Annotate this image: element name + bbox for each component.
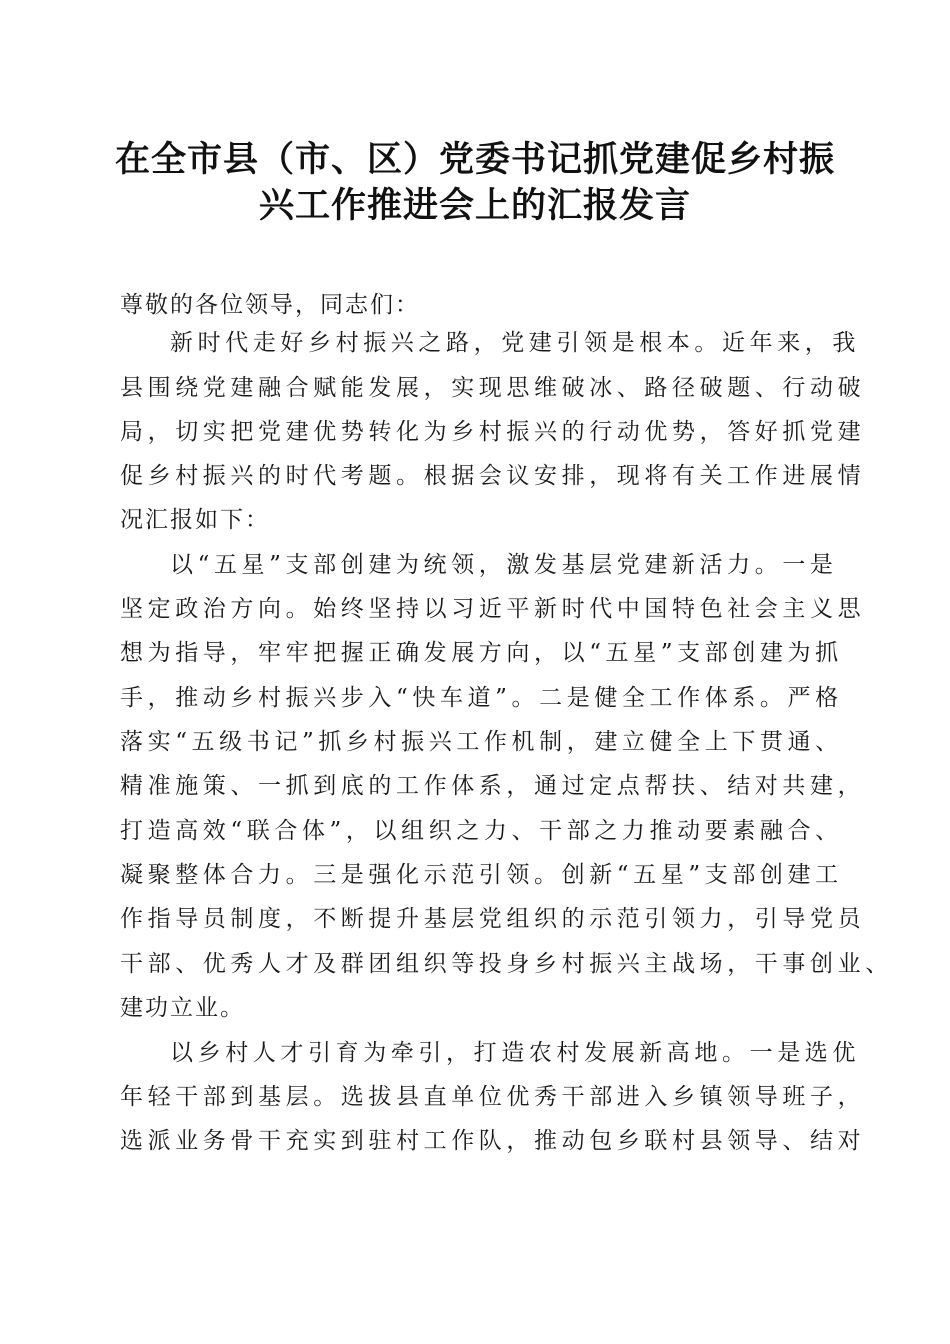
paragraph-line: 想为指导，牢牢把握正确发展方向，以“五星”支部创建为抓: [120, 640, 843, 666]
paragraph-line: 打造高效“联合体”，以组织之力、干部之力推动要素融合、: [120, 818, 843, 844]
paragraph-line: 坚定政治方向。始终坚持以习近平新时代中国特色社会主义思: [120, 596, 866, 622]
paragraph-line: 况汇报如下：: [120, 507, 270, 533]
paragraph-line: 以“五星”支部创建为统领，激发基层党建新活力。一是: [170, 552, 838, 578]
paragraph-line: 新时代走好乡村振兴之路，党建引领是根本。近年来，我: [170, 330, 860, 356]
paragraph-line: 凝聚整体合力。三是强化示范引领。创新“五星”支部创建工: [120, 862, 843, 888]
paragraph-line: 干部、优秀人才及群团组织等投身乡村振兴主战场，干事创业、: [120, 951, 893, 977]
paragraph-line: 以乡村人才引育为牵引，打造农村发展新高地。一是选优: [170, 1040, 860, 1066]
paragraph-line: 局，切实把党建优势转化为乡村振兴的行动优势，答好抓党建: [120, 419, 866, 445]
document-title-line-1: 在全市县（市、区）党委书记抓党建促乡村振: [114, 140, 835, 180]
paragraph-line: 年轻干部到基层。选拔县直单位优秀干部进入乡镇领导班子，: [120, 1084, 866, 1110]
paragraph-line: 促乡村振兴的时代考题。根据会议安排，现将有关工作进展情: [120, 463, 866, 489]
paragraph-line: 手，推动乡村振兴步入“快车道”。二是健全工作体系。严格: [120, 685, 843, 711]
paragraph-line: 落实“五级书记”抓乡村振兴工作机制，建立健全上下贯通、: [120, 729, 843, 755]
paragraph-line: 精准施策、一抓到底的工作体系，通过定点帮扶、结对共建，: [120, 773, 866, 799]
salutation: 尊敬的各位领导，同志们：: [120, 292, 420, 318]
document-title-line-2: 兴工作推进会上的汇报发言: [258, 186, 691, 226]
paragraph-line: 县围绕党建融合赋能发展，实现思维破冰、路径破题、行动破: [120, 375, 866, 401]
paragraph-line: 选派业务骨干充实到驻村工作队，推动包乡联村县领导、结对: [120, 1128, 866, 1154]
paragraph-line: 建功立业。: [120, 995, 245, 1021]
paragraph-line: 作指导员制度，不断提升基层党组织的示范引领力，引导党员: [120, 906, 866, 932]
